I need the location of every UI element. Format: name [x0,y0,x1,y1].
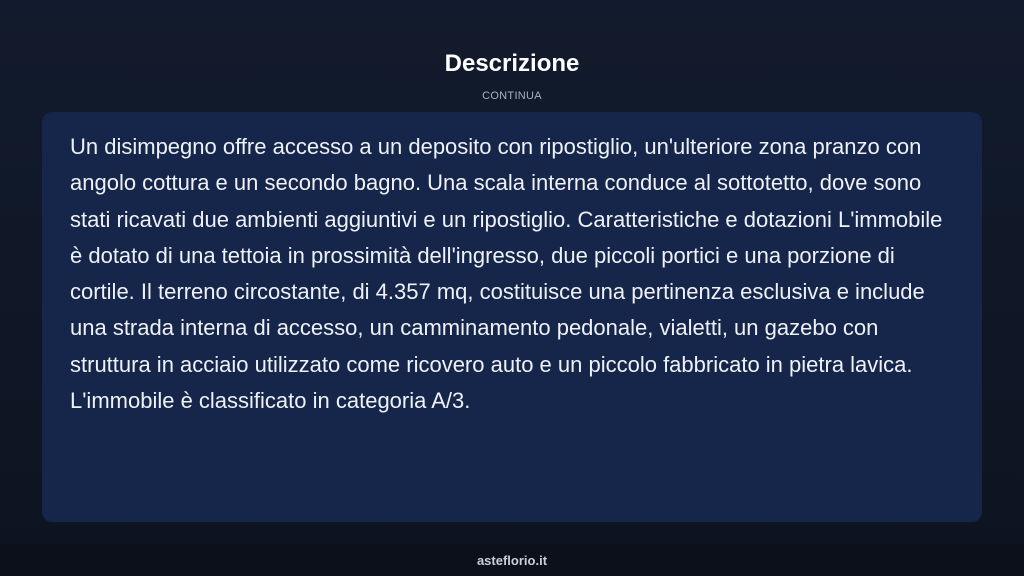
description-text: Un disimpegno offre accesso a un deposito con ripostiglio, un'ulteriore zona pranzo con angolo cottura e un secondo bagno. Una scala interna conduce al sottotetto, dove sono stati ricavati due ambienti aggiuntivi e un ripostiglio. Caratteristiche e dotazioni L'immobile è dotato di una tettoia in prossimità dell'ingresso, due piccoli portici e una porzione di cortile. Il terreno circostante, di 4.357 mq, costituisce una pertinenza esclusiva e include una strada interna di accesso, un camminamento pedonale, vialetti, un gazebo con struttura in acciaio utilizzato come ricovero auto e un piccolo fabbricato in pietra lavica. L'immobile è classificato in categoria A/3. [70,134,943,414]
footer-site-label: asteflorio.it [476,553,548,568]
description-card [42,112,982,522]
page-subtitle: CONTINUA [482,90,542,102]
footer-bar [0,544,1024,576]
page-title: Descrizione [444,50,580,77]
